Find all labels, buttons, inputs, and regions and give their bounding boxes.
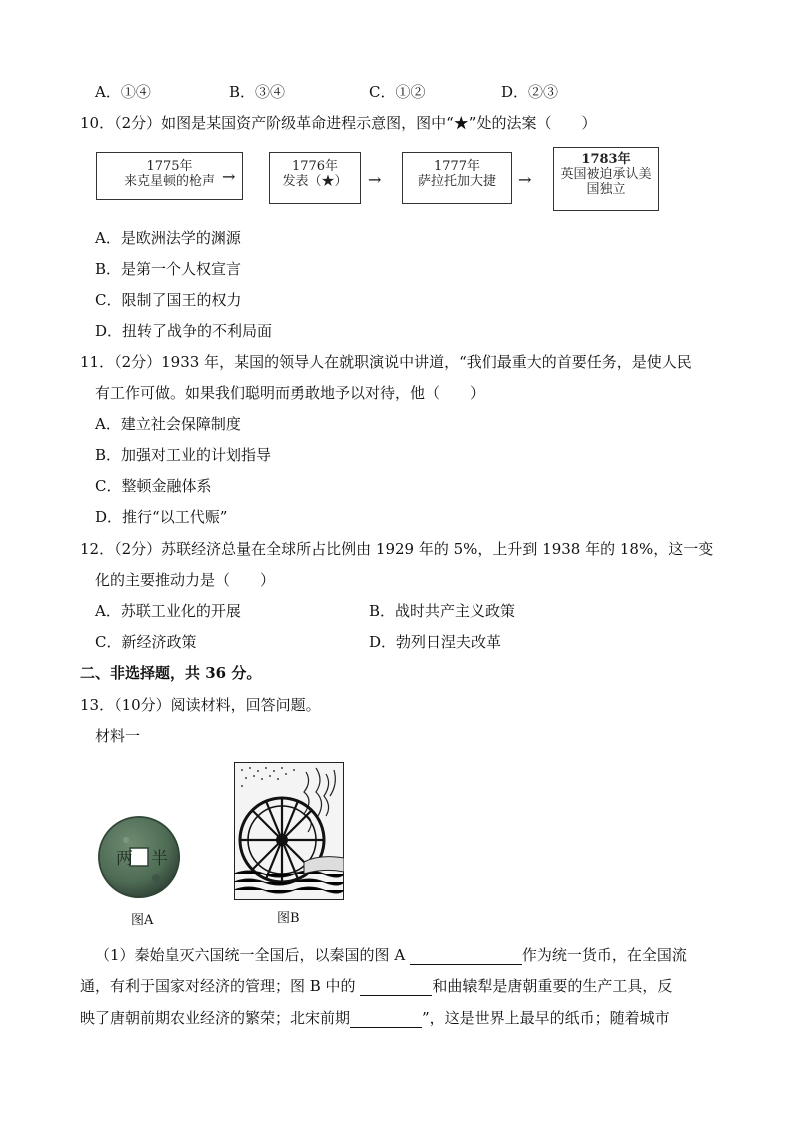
q11-stem-line2: 有工作可做。如果我们聪明而勇敢地予以对待，他（ ） bbox=[95, 384, 486, 402]
caption-figure-b: 图B bbox=[277, 911, 300, 926]
flow-box-1775 bbox=[96, 152, 243, 200]
q11-option-d: D．推行“以工代赈” bbox=[95, 508, 228, 526]
answer-blank-1[interactable] bbox=[410, 948, 522, 965]
q10-stem: 10．（2分）如图是某国资产阶级革命进程示意图，图中“★”处的法案（ ） bbox=[80, 114, 597, 132]
q11-option-c: C．整顿金融体系 bbox=[95, 477, 212, 495]
arrow-icon: → bbox=[368, 170, 382, 189]
q10-option-b: B．是第一个人权宣言 bbox=[95, 260, 242, 278]
q9-option-a: A．①④ bbox=[95, 83, 151, 101]
q11-stem-line1: 11．（2分）1933 年，某国的领导人在就职演说中讲道，“我们最重大的首要任务，是使人民 bbox=[80, 353, 692, 371]
answer-blank-2[interactable] bbox=[360, 979, 432, 996]
q10-option-c: C．限制了国王的权力 bbox=[95, 291, 242, 309]
q10-option-a: A．是欧洲法学的渊源 bbox=[95, 229, 241, 247]
section-2-heading: 二、非选择题，共 36 分。 bbox=[80, 664, 262, 682]
q13-sub1-line1 bbox=[95, 945, 687, 965]
q13-sub1-text: 和曲辕犁是唐朝重要的生产工具，反 bbox=[432, 977, 673, 995]
q11-option-b: B．加强对工业的计划指导 bbox=[95, 446, 272, 464]
q13-material-label: 材料一 bbox=[95, 727, 141, 745]
q9-option-c: C．①② bbox=[369, 83, 426, 101]
caption-figure-a: 图A bbox=[131, 913, 154, 928]
waterwheel-image bbox=[234, 762, 344, 900]
q11-option-a: A．建立社会保障制度 bbox=[95, 415, 241, 433]
flow-event: 萨拉托加大捷 bbox=[417, 174, 496, 189]
flow-year: 1775年 bbox=[146, 159, 193, 174]
coin-char-left: 两 bbox=[116, 849, 133, 869]
q12-option-d: D．勃列日涅夫改革 bbox=[369, 633, 502, 651]
arrow-icon: → bbox=[518, 170, 532, 189]
q10-option-d: D．扭转了战争的不利局面 bbox=[95, 322, 273, 340]
coin-char-right: 半 bbox=[151, 849, 168, 869]
q12-option-a: A．苏联工业化的开展 bbox=[95, 602, 241, 620]
q13-sub1-text: 映了唐朝前期农业经济的繁荣；北宋前期 bbox=[80, 1009, 351, 1027]
flow-year: 1776年 bbox=[291, 159, 339, 174]
q13-sub1-line3 bbox=[80, 1008, 670, 1028]
q13-sub1-text: ”，这是世界上最早的纸币；随着城市 bbox=[422, 1009, 670, 1027]
answer-blank-3[interactable] bbox=[350, 1011, 422, 1028]
flow-box-1776 bbox=[269, 152, 361, 204]
q13-sub1-text: （1）秦始皇灭六国统一全国后，以秦国的图 A bbox=[95, 946, 410, 964]
q9-option-b: B．③④ bbox=[229, 83, 286, 101]
q12-option-c: C．新经济政策 bbox=[95, 633, 197, 651]
q12-stem-line2: 化的主要推动力是（ ） bbox=[95, 571, 276, 589]
q12-option-b: B．战时共产主义政策 bbox=[369, 602, 516, 620]
flow-event: 英国被迫承认美国独立 bbox=[560, 167, 652, 197]
banliang-coin-image bbox=[96, 814, 182, 900]
flow-event: 来克星顿的枪声 bbox=[123, 174, 215, 189]
q13-stem: 13．（10分）阅读材料，回答问题。 bbox=[80, 696, 321, 714]
q13-sub1-line2 bbox=[80, 976, 672, 996]
q13-sub1-text: 作为统一货币，在全国流 bbox=[521, 946, 687, 964]
arrow-icon: → bbox=[222, 167, 236, 186]
q13-sub1-text: 通，有利于国家对经济的管理；图 B 中的 bbox=[80, 977, 361, 995]
flow-box-1777 bbox=[402, 152, 512, 204]
flow-year: 1777年 bbox=[433, 159, 481, 174]
flow-box-1783 bbox=[553, 147, 659, 211]
flow-year: 1783年 bbox=[581, 152, 631, 167]
flow-event: 发表（★） bbox=[282, 174, 348, 189]
q9-option-d: D．②③ bbox=[501, 83, 559, 101]
q12-stem-line1: 12．（2分）苏联经济总量在全球所占比例由 1929 年的 5%，上升到 1938 年的 18%，这一变 bbox=[80, 540, 714, 558]
